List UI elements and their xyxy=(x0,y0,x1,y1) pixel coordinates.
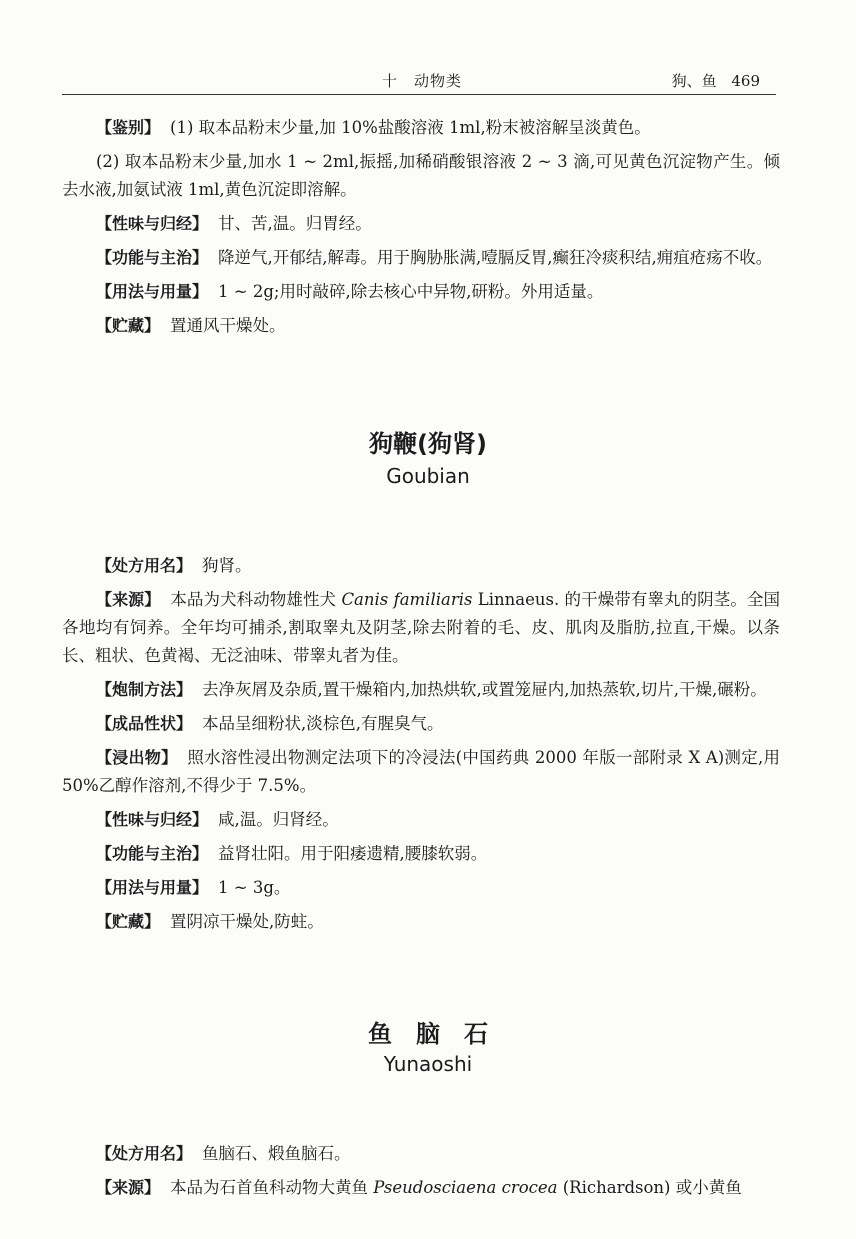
entry-title-text: 鱼脑石 xyxy=(368,1020,512,1048)
goubian-paragraph-storage xyxy=(62,908,780,936)
paragraph-text: 去净灰屑及杂质,置干燥箱内,加热烘软,或置笼屉内,加热蒸软,切片,干燥,碾粉。 xyxy=(202,680,767,699)
paragraph-text: 降逆气,开郁结,解毒。用于胸胁胀满,噎膈反胃,癫狂冷痰积结,痈疽疮疡不收。 xyxy=(218,248,773,267)
section-tag: 【功能与主治】 xyxy=(96,248,209,267)
source-text-post: Linnaeus. 的干燥带有睾丸的阴茎。全国各地均有饲养。全年均可捕杀,割取睾丸及阴茎,除去附着的毛、皮、肌肉及脂肪,拉直,干燥。以条长、粗状、色黄褐、无泛油味、带睾丸者为佳。 xyxy=(62,590,780,665)
section-tag: 【成品性状】 xyxy=(96,714,193,733)
goubian-paragraph-names xyxy=(62,552,780,580)
goubian-paragraph-source xyxy=(62,586,780,670)
source-text-pre: 本品为石首鱼科动物大黄鱼 xyxy=(170,1178,374,1197)
section-tag: 【贮藏】 xyxy=(96,912,161,931)
goubian-body xyxy=(62,552,780,942)
entry-title-goubian: 狗鞭(狗肾) xyxy=(369,430,487,458)
section-tag: 【来源】 xyxy=(96,1178,161,1197)
section-tag: 【处方用名】 xyxy=(96,1144,193,1163)
section-tag: 【处方用名】 xyxy=(96,556,193,575)
paragraph-text: 照水溶性浸出物测定法项下的冷浸法(中国药典 2000 年版一部附录 X A)测定,用 50%乙醇作溶剂,不得少于 7.5%。 xyxy=(62,748,780,795)
goubian-paragraph-nature xyxy=(62,806,780,834)
running-header xyxy=(62,68,776,95)
goubian-paragraph-processing xyxy=(62,676,780,704)
paragraph-text: 置通风干燥处。 xyxy=(170,316,286,335)
prev-paragraph-function xyxy=(62,244,780,272)
chapter-title: 十 动物类 xyxy=(382,72,463,90)
goubian-paragraph-dosage xyxy=(62,874,780,902)
page-number: 469 xyxy=(731,72,760,90)
prev-paragraph-nature xyxy=(62,210,780,238)
paragraph-text: 1 ~ 2g;用时敲碎,除去核心中异物,研粉。外用适量。 xyxy=(218,282,604,301)
paragraph-text: 甘、苦,温。归胃经。 xyxy=(218,214,372,233)
entry-title-yunaoshi xyxy=(0,1014,856,1049)
prev-paragraph-identification xyxy=(62,114,780,142)
paragraph-text: 本品呈细粉状,淡棕色,有腥臭气。 xyxy=(202,714,444,733)
source-text-pre: 本品为犬科动物雄性犬 xyxy=(170,590,342,609)
paragraph-text: 益肾壮阳。用于阳痿遗精,腰膝软弱。 xyxy=(218,844,488,863)
section-tag: 【贮藏】 xyxy=(96,316,161,335)
section-tag: 【性味与归经】 xyxy=(96,810,209,829)
section-tag: 【浸出物】 xyxy=(96,748,178,767)
paragraph-text: 置阴凉干燥处,防蛀。 xyxy=(170,912,324,931)
header-right xyxy=(662,70,760,91)
paragraph-text: 1 ~ 3g。 xyxy=(218,878,291,897)
goubian-paragraph-appearance xyxy=(62,710,780,738)
section-tag: 【来源】 xyxy=(96,590,161,609)
section-tag: 【鉴别】 xyxy=(96,118,161,137)
entry-pinyin-yunaoshi: Yunaoshi xyxy=(383,1052,473,1076)
paragraph-text: 鱼脑石、煅鱼脑石。 xyxy=(202,1144,351,1163)
prev-paragraph-dosage xyxy=(62,278,780,306)
section-tag: 【性味与归经】 xyxy=(96,214,209,233)
prev-paragraph-identification-2 xyxy=(62,148,780,204)
prev-paragraph-storage xyxy=(62,312,780,340)
section-name: 狗、鱼 xyxy=(671,72,717,90)
entry-pinyin-goubian: Goubian xyxy=(386,464,470,488)
goubian-paragraph-extract xyxy=(62,744,780,800)
source-text-post: (Richardson) 或小黄鱼 xyxy=(557,1178,742,1197)
paragraph-text: (1) 取本品粉末少量,加 10%盐酸溶液 1ml,粉末被溶解呈淡黄色。 xyxy=(170,118,651,137)
section-tag: 【功能与主治】 xyxy=(96,844,209,863)
goubian-paragraph-function xyxy=(62,840,780,868)
paragraph-text: (2) 取本品粉末少量,加水 1 ~ 2ml,振摇,加稀硝酸银溶液 2 ~ 3 滴,可见黄色沉淀物产生。倾去水液,加氨试液 1ml,黄色沉淀即溶解。 xyxy=(62,152,780,199)
paragraph-text: 咸,温。归肾经。 xyxy=(218,810,339,829)
section-tag: 【炮制方法】 xyxy=(96,680,193,699)
paragraph-text: 狗肾。 xyxy=(202,556,252,575)
latin-species-name: Pseudosciaena crocea xyxy=(373,1178,558,1197)
yunaoshi-paragraph-names xyxy=(62,1140,780,1168)
prev-entry-section xyxy=(62,114,780,346)
yunaoshi-paragraph-source xyxy=(62,1174,780,1202)
yunaoshi-body xyxy=(62,1140,780,1208)
section-tag: 【用法与用量】 xyxy=(96,282,209,301)
latin-species-name: Canis familiaris xyxy=(341,590,473,609)
section-tag: 【用法与用量】 xyxy=(96,878,209,897)
